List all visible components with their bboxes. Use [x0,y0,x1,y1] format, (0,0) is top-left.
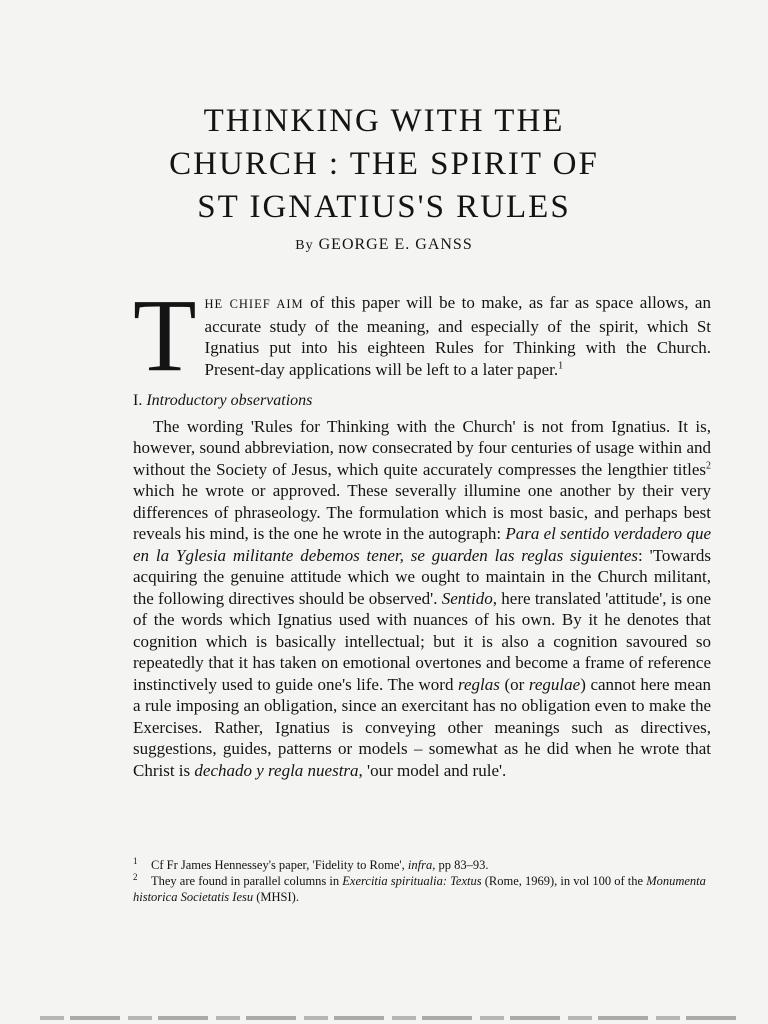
byline-by: By [295,238,314,253]
section-label: Introductory observations [146,392,313,409]
paragraph-text-1: The wording 'Rules for Thinking with the Church' is not from Ignatius. It is, however, sound abbreviation, now consecrated by four centuries of usage within and without the Society of Jesus, which quite accurately compresses the lengthier titles [133,416,711,479]
term-dechado: dechado y regla nuestra [194,760,359,780]
footnote-text: (Rome, 1969), in vol 100 of the [481,874,647,888]
spanish-quote: Para el sentido verdadero que en la Yglesia militante debemos tener, se guarden las reglas siguientes [133,524,711,565]
footnote-italic: infra, [407,858,436,872]
footnote-2: 2 They are found in parallel columns in Exercitia spiritualia: Textus (Rome, 1969), in vol 100 of the Monumenta historica Societatis Iesu (MHSI). [133,871,706,904]
footnote-1: 1 Cf Fr James Hennessey's paper, 'Fidelity to Rome', infra, pp 83–93. [133,855,489,872]
paragraph-text-6: ) cannot here mean a rule imposing an obligation, since an exercitant has no obligation even to make the Exercises. Rather, Ignatius is conveying other meanings such as directives, suggestions, guides, patterns or models – somewhat as he did when he wrote that Christ is [133,674,711,780]
footnote-ref-2: 2 [706,459,711,471]
section-heading [133,390,711,412]
paragraph-text-7: , 'our model and rule'. [358,760,507,780]
opening-smallcaps: HE CHIEF AIM [204,297,304,311]
footnote-text: (MHSI). [253,890,299,904]
byline-author: GEORGE E. GANSS [318,236,473,253]
article-body [133,278,712,781]
footnote-text: pp 83–93. [435,858,489,872]
term-sentido: Sentido [441,588,493,608]
scan-edge [40,1016,740,1020]
article-title [0,100,768,229]
body-paragraph [133,416,711,782]
opening-paragraph [133,278,711,393]
paragraph-text-2: which he wrote or approved. These severally illumine one another by their very differences of phraseology. The formulation which is most basic, and perhaps best reveals his mind, is the one he wrote in the autograph: [133,481,711,543]
term-reglas: reglas [458,674,500,694]
title-line-1: THINKING WITH THE [203,103,565,139]
footnote-italic: Monumenta historica Societatis Iesu [133,874,706,904]
footnote-italic: Exercitia spiritualia: Textus [342,874,482,888]
term-regulae: regulae [528,674,581,694]
paragraph-text-5: (or [499,674,529,694]
footnote-text: Cf Fr James Hennessey's paper, 'Fidelity to Rome', [151,858,408,872]
footnotes [133,857,711,905]
section-number: I. [133,392,143,409]
title-line-2: CHURCH : THE SPIRIT OF [169,146,599,182]
paragraph-text-4: , here translated 'attitude', is one of the words which Ignatius used with nuances of his own. By it he denotes that cognition which is basically intellectual; but it is also a cognition savoured so repeatedly that it has taken on emotional overtones and become a frame of reference instinctively used to guide one's life. The word [133,588,712,694]
footnote-ref-1: 1 [558,359,564,371]
paragraph-text-3: : 'Towards acquiring the genuine attitude which we ought to maintain in the Church militant, the following directives should be observed'. [133,545,711,608]
title-line-3: ST IGNATIUS'S RULES [197,189,571,225]
drop-cap: T [133,278,197,393]
byline [0,236,768,254]
opening-text: of this paper will be to make, as far as space allows, an accurate study of the meaning, and especially of the spirit, which St Ignatius put into his eighteen Rules for Thinking with the Church. Present-day applications will be left to a later paper. [204,293,711,379]
footnote-text: They are found in parallel columns in [151,874,343,888]
